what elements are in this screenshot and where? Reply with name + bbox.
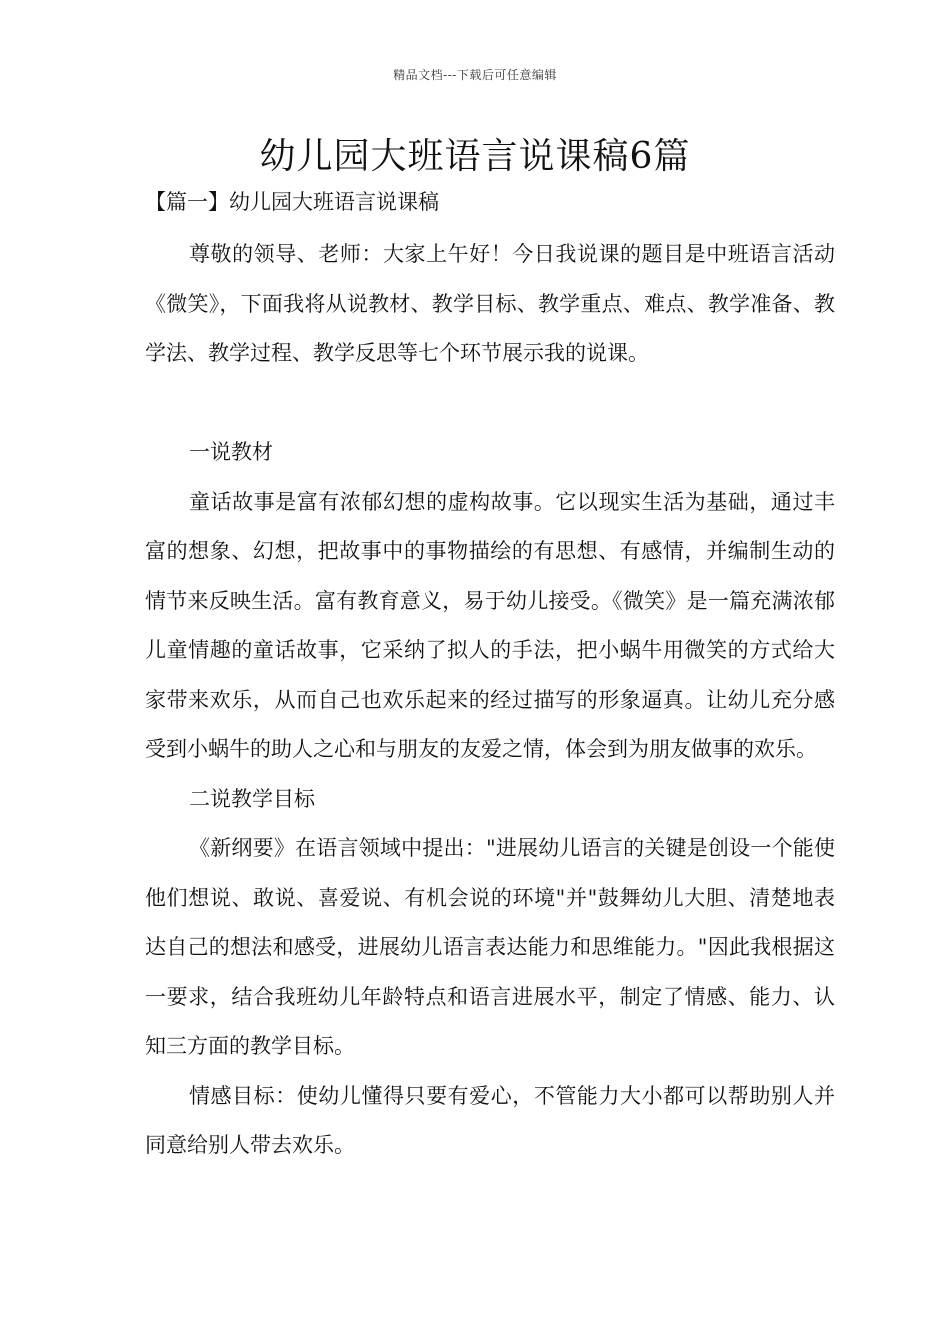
- paragraph-emotion-goal: 情感目标：使幼儿懂得只要有爱心，不管能力大小都可以帮助别人并同意给别人带去欢乐。: [145, 1083, 835, 1157]
- paragraph-goals: 《新纲要》在语言领域中提出："进展幼儿语言的关键是创设一个能使他们想说、敢说、喜爱说、有机会说的环境"并"鼓舞幼儿大胆、清楚地表达自己的想法和感受，进展幼儿语言表达能力和思维能力。"因此我根据这一要求，结合我班幼儿年龄特点和语言进展水平，制定了情感、能力、认知三方面的教学目标。: [145, 836, 835, 1058]
- paragraph-intro: 尊敬的领导、老师：大家上午好！今日我说课的题目是中班语言活动《微笑》，下面我将从说教材、教学目标、教学重点、难点、教学准备、教学法、教学过程、教学反思等七个环节展示我的说课。: [145, 242, 835, 365]
- section-heading: 【篇一】幼儿园大班语言说课稿: [145, 190, 439, 214]
- document-title: 幼儿园大班语言说课稿6篇: [259, 136, 691, 177]
- document-body: [145, 230, 835, 1171]
- header-note: 精品文档---下载后可任意编辑: [393, 68, 557, 82]
- subheading-material: 一说教材: [189, 440, 273, 464]
- subheading-goals: 二说教学目标: [189, 786, 315, 811]
- paragraph-material: 童话故事是富有浓郁幻想的虚构故事。它以现实生活为基础，通过丰富的想象、幻想，把故事中的事物描绘的有思想、有感情，并编制生动的情节来反映生活。富有教育意义，易于幼儿接受。《微笑》是一篇充满浓郁儿童情趣的童话故事，它采纳了拟人的手法，把小蜗牛用微笑的方式给大家带来欢乐，从而自己也欢乐起来的经过描写的形象逼真。让幼儿充分感受到小蜗牛的助人之心和与朋友的友爱之情，体会到为朋友做事的欢乐。: [145, 489, 835, 761]
